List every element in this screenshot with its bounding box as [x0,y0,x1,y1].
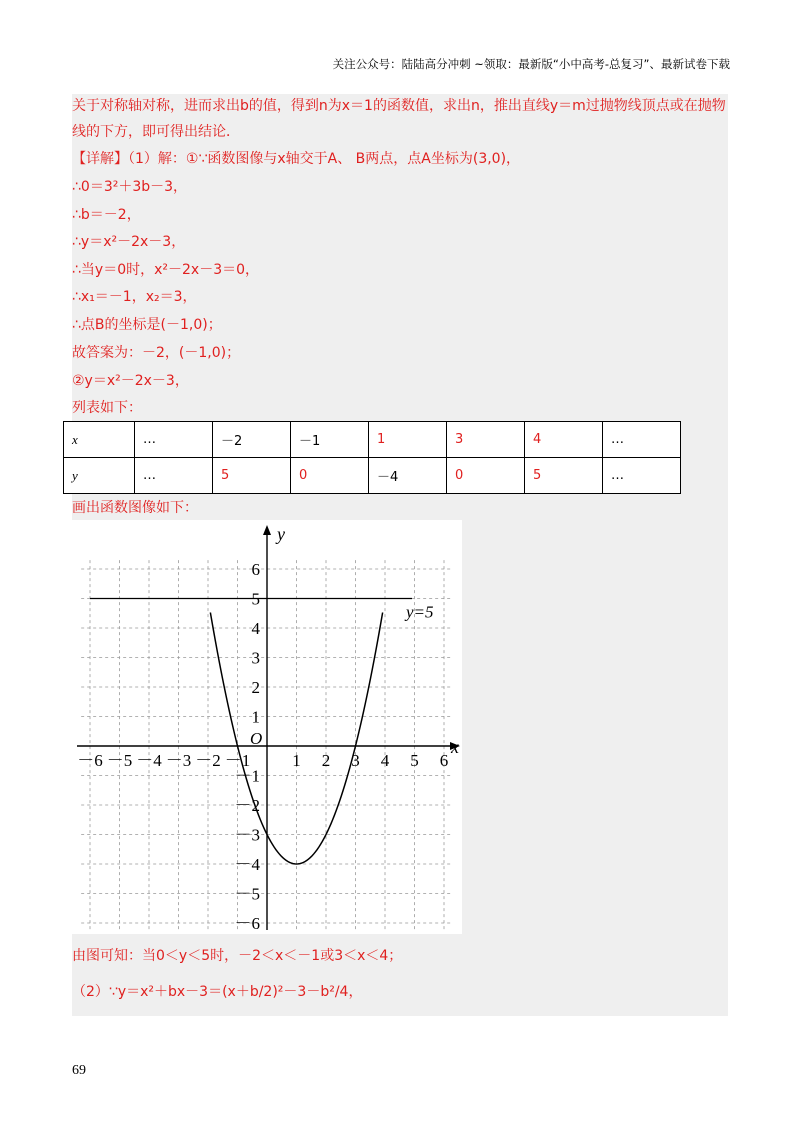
y-tick-label: －6 [234,914,260,933]
equation-2: ∴b＝－2， [72,207,141,223]
equation-1: ∴0＝3²＋3b－3， [72,179,188,195]
part2-line: （2）∵y＝x²＋bx－3＝(x＋b/2)²－3－b²/4， [72,984,363,1000]
table-cell: －2 [213,422,291,458]
y-tick-label: 4 [251,619,260,638]
equation-3: ∴y＝x²－2x－3， [72,234,186,250]
answer-line: 故答案为：－2，(－1,0)； [72,345,241,361]
conclusion-line: 由图可知：当0＜y＜5时，－2＜x＜－1或3＜x＜4； [72,948,403,964]
y-tick-label: －2 [234,796,260,815]
x-tick-label: －2 [195,751,221,770]
graph-intro: 画出函数图像如下： [72,500,198,516]
hline-label: y=5 [406,602,434,622]
x-tick-label: 1 [292,751,301,770]
x-tick-label: －6 [77,751,103,770]
x-tick-label: －3 [165,751,192,770]
table-cell: 1 [369,422,447,458]
y-tick-label: 6 [251,560,260,579]
detail-line [72,149,520,169]
intro-line-1: 关于对称轴对称，进而求出b的值，得到n为x＝1的函数值，求出n，推出直线y＝m过抛物线顶点或在抛物 [72,98,726,114]
table-cell: －4 [369,458,447,494]
y-axis-label: y [277,524,285,544]
table-cell: －1 [291,422,369,458]
table-cell: … [603,458,681,494]
table-cell: … [135,422,213,458]
x-tick-label: －1 [224,751,251,770]
equation-4: ∴当y＝0时，x²－2x－3＝0， [72,262,260,278]
table-cell: 3 [447,422,525,458]
y-tick-label: －5 [234,884,260,904]
x-tick-label: 6 [439,751,449,770]
x-tick-label: 4 [380,751,390,770]
origin-label: O [250,729,263,748]
intro-line-2: 线的下方，即可得出结论． [72,124,240,140]
graph-svg [72,520,462,934]
table-cell: 0 [291,458,369,494]
detail-label: 【详解】 [72,151,128,167]
y-tick-label: 2 [251,678,260,697]
table-cell: 0 [447,458,525,494]
x-tick-label: 2 [321,751,331,770]
y-tick-label: －1 [234,766,260,786]
table-intro: 列表如下： [72,400,142,416]
table-cell: 5 [213,458,291,494]
table-row-x [64,422,681,458]
x-tick-label: －4 [136,751,162,770]
y-tick-label: 5 [251,589,260,609]
value-table [63,421,681,494]
y-tick-label: 3 [251,648,260,668]
x-tick-label: －5 [106,751,133,770]
equation-6: ∴点B的坐标是(－1,0)； [72,317,222,333]
table-row-y [64,458,681,494]
y-tick-label: 1 [251,707,260,727]
table-cell: x [64,422,135,458]
table-cell: y [64,458,135,494]
detail-text: （1）解：①∵函数图像与x轴交于A、 B两点，点A坐标为(3,0)， [128,151,521,167]
y-tick-label: －3 [234,825,260,845]
table-cell: 4 [525,422,603,458]
function-graph [72,520,462,934]
y-axis-arrow [263,525,271,535]
x-tick-label: 5 [410,751,419,770]
x-axis-label: x [451,737,459,757]
table-cell: … [135,458,213,494]
table-cell: … [603,422,681,458]
table-cell: 5 [525,458,603,494]
equation-7: ②y＝x²－2x－3， [72,373,189,389]
page-header: 关注公众号：陆陆高分冲刺 ~领取：最新版“小中高考-总复习”、最新试卷下载 [332,57,730,71]
page-number: 69 [72,1063,86,1078]
y-tick-label: －4 [234,855,260,874]
x-tick-label: 3 [351,751,360,770]
equation-5: ∴x₁＝－1，x₂＝3， [72,289,197,305]
